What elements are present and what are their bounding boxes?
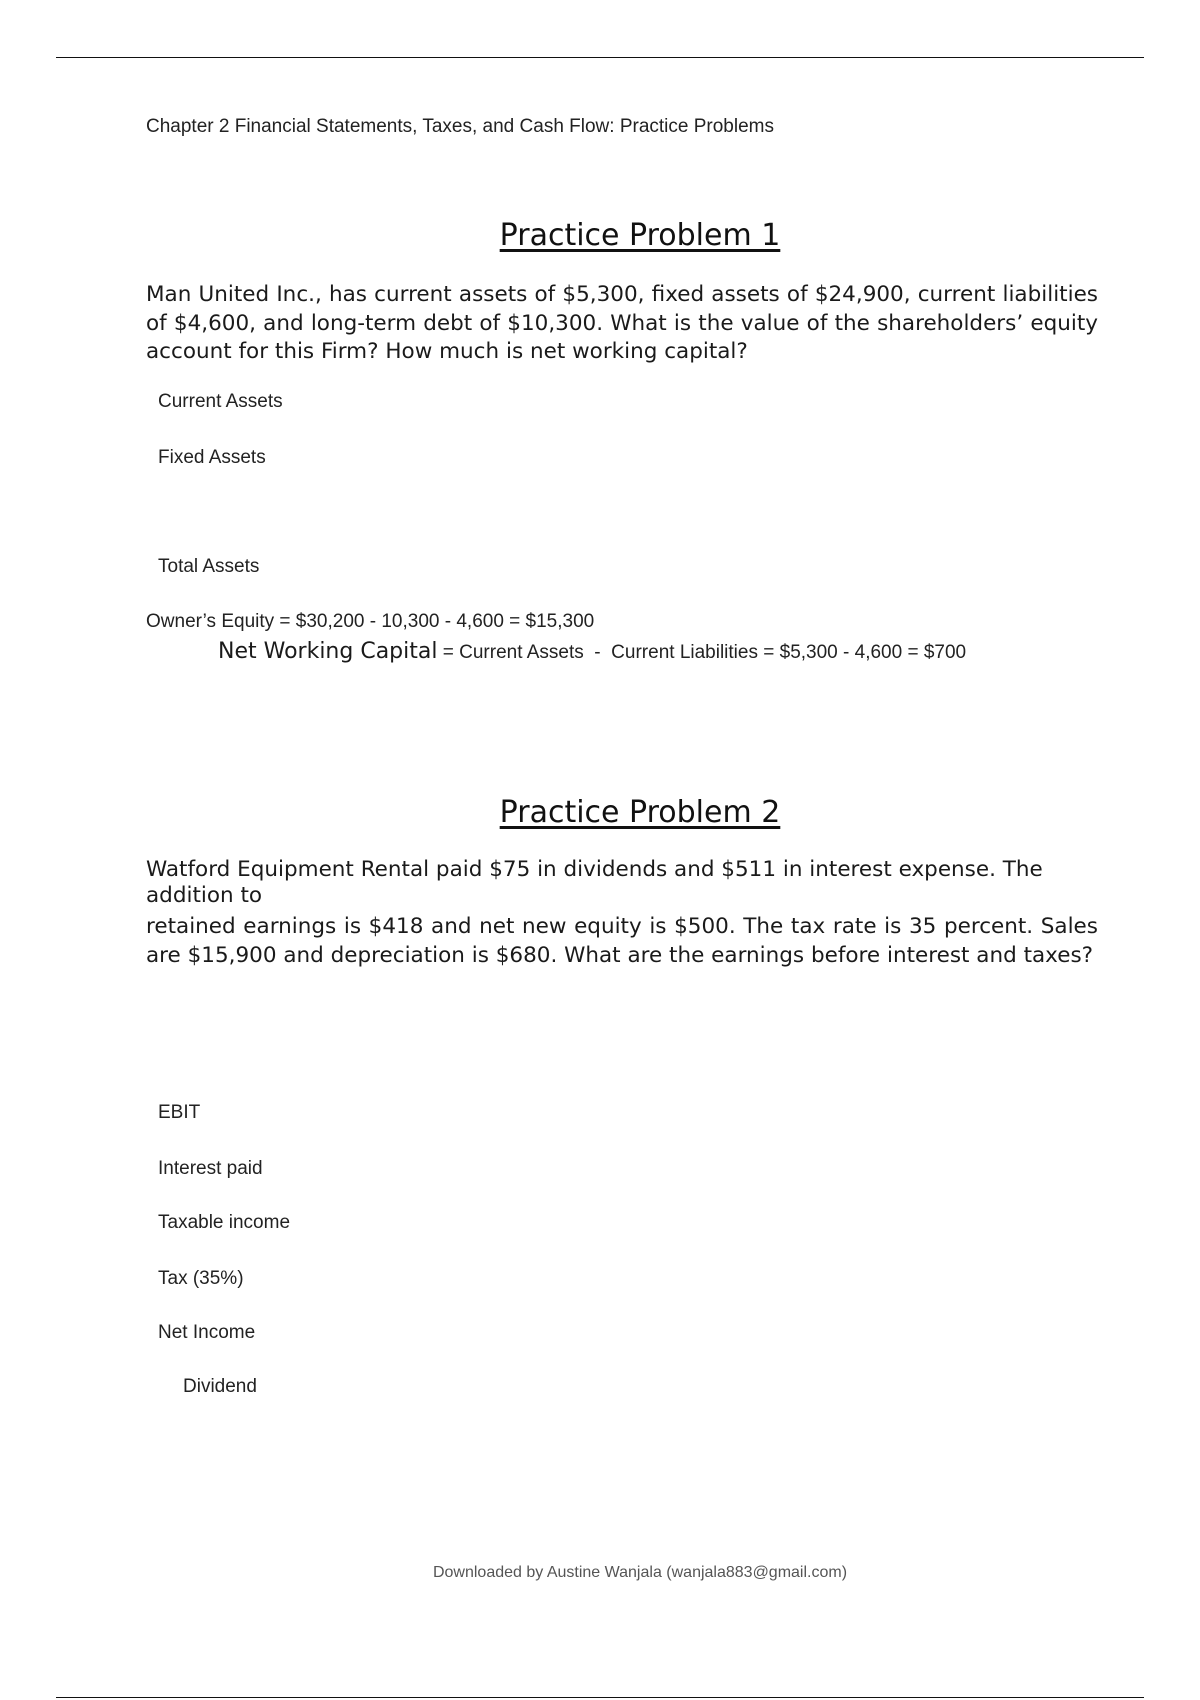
problem-2-question-part1: Watford Equipment Rental paid $75 in dividends and $511 in interest expense. The addition to (146, 857, 1043, 908)
download-footer: Downloaded by Austine Wanjala (wanjala883@gmail.com) (432, 1564, 848, 1581)
problem-2-question-part2: retained earnings is $418 and net new equity is $500. The tax rate is 35 percent. Sales are $15,900 and depreciation is $680. What are the earnings before interest and taxes? (146, 914, 1098, 968)
dividend-label: Dividend (183, 1376, 257, 1397)
nwc-label: Net Working Capital (218, 639, 438, 664)
top-rule (56, 57, 1144, 58)
taxable-income-label: Taxable income (158, 1212, 291, 1233)
current-assets-label: Current Assets (158, 391, 283, 412)
net-working-capital-calculation (218, 639, 966, 664)
net-income-label: Net Income (158, 1322, 256, 1343)
fixed-assets-label: Fixed Assets (158, 447, 266, 468)
problem-1-title: Practice Problem 1 (499, 218, 781, 253)
ebit-label: EBIT (158, 1102, 201, 1123)
problem-2-title: Practice Problem 2 (499, 795, 781, 830)
total-assets-label: Total Assets (158, 556, 260, 577)
document-header: Chapter 2 Financial Statements, Taxes, and Cash Flow: Practice Problems (146, 116, 774, 137)
problem-1-question: Man United Inc., has current assets of $5,300, fixed assets of $24,900, current liabilities of $4,600, and long-term debt of $10,300. What is the value of the shareholders’ equity account for this Firm? How much is net working capital? (146, 282, 1098, 364)
interest-paid-label: Interest paid (158, 1158, 263, 1179)
nwc-formula: = Current Assets - Current Liabilities = $5,300 - 4,600 = $700 (437, 642, 967, 663)
bottom-rule (56, 1697, 1144, 1698)
tax-label: Tax (35%) (158, 1268, 244, 1289)
owners-equity-calculation: Owner’s Equity = $30,200 - 10,300 - 4,600 = $15,300 (146, 611, 595, 632)
